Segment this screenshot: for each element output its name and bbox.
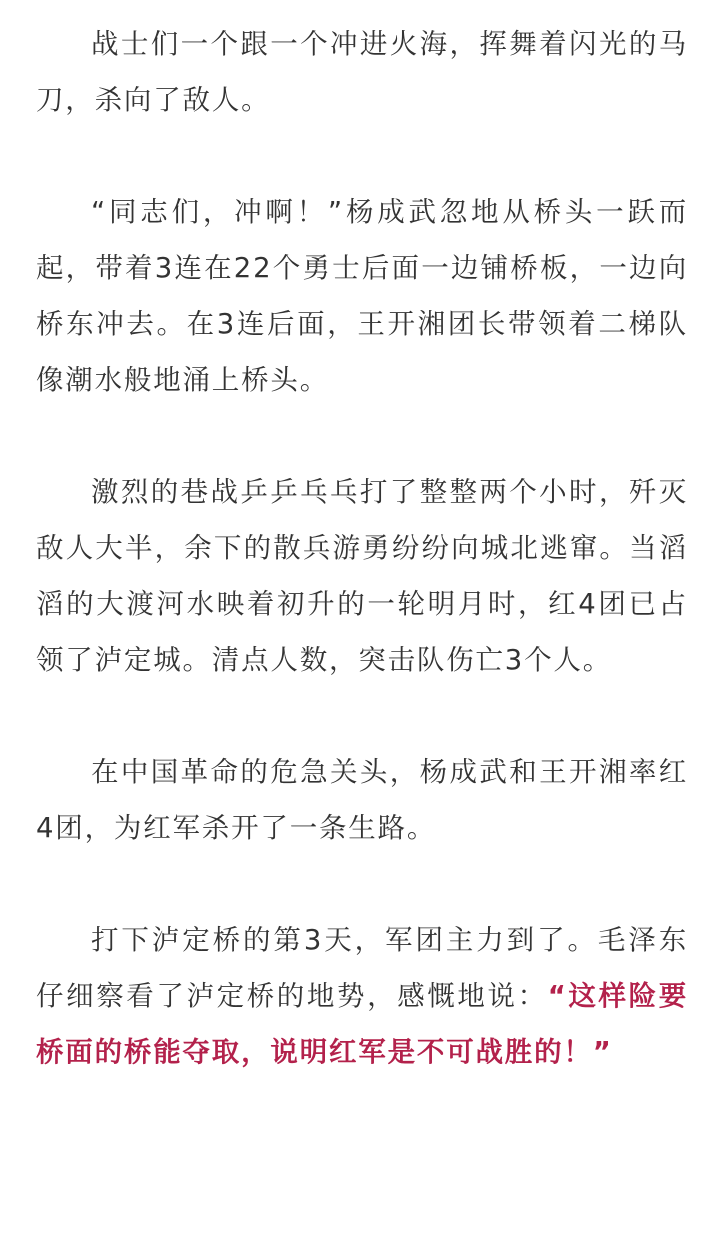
paragraph-bridge-assault: “同志们，冲啊！”杨成武忽地从桥头一跃而起，带着3连在22个勇士后面一边铺桥板，一边向桥东冲去。在3连后面，王开湘团长带领着二梯队像潮水般地涌上桥头。 [36, 196, 688, 396]
mao-remark-lead-text: 打下泸定桥的第3天，军团主力到了。毛泽东仔细察看了泸定桥的地势，感慨地说： [36, 924, 688, 1012]
paragraph-critical-moment: 在中国革命的危急关头，杨成武和王开湘率红4团，为红军杀开了一条生路。 [36, 756, 688, 844]
article-body [36, 16, 688, 1080]
paragraph-mao-remark [36, 912, 688, 1080]
paragraph-street-battle: 激烈的巷战乒乒乓乓打了整整两个小时，歼灭敌人大半，余下的散兵游勇纷纷向城北逃窜。当滔滔的大渡河水映着初升的一轮明月时，红4团已占领了泸定城。清点人数，突击队伤亡3个人。 [36, 476, 688, 676]
paragraph-charge: 战士们一个跟一个冲进火海，挥舞着闪光的马刀，杀向了敌人。 [36, 28, 688, 116]
mao-quote-highlight: “这样险要桥面的桥能夺取，说明红军是不可战胜的！” [36, 980, 688, 1068]
